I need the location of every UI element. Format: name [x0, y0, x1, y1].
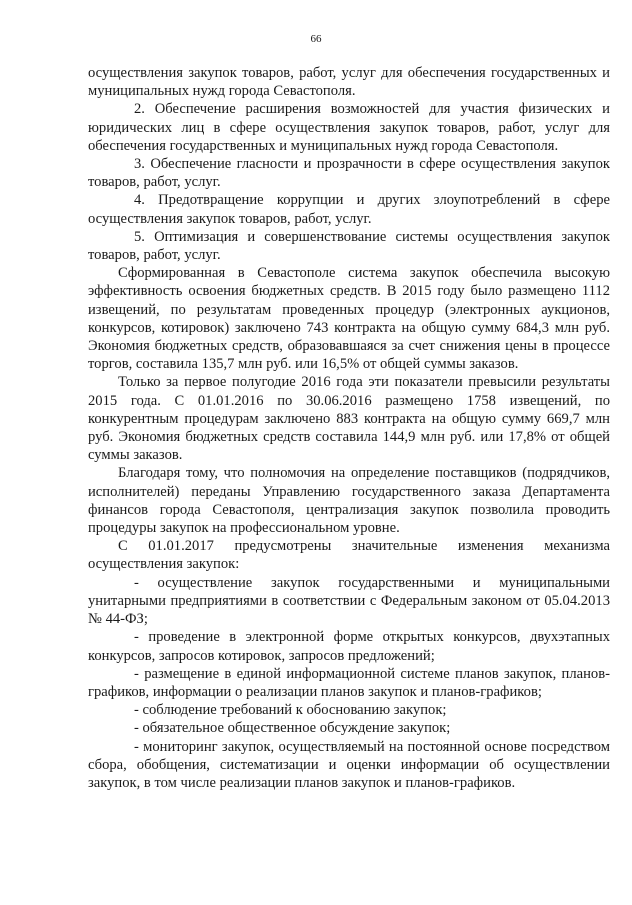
bullet-public-discussion: - обязательное общественное обсуждение закупок; [134, 720, 451, 737]
list-item-4: 4. Предотвращение коррупции и других злоупотреблений в сфере осуществления закупок товаров, работ, услуг. [88, 192, 610, 227]
bullet-electronic-form: - проведение в электронной форме открытых конкурсов, двухэтапных конкурсов, запросов котировок, запросов предложений; [88, 629, 610, 664]
bullet-unified-system: - размещение в единой информационной системе планов закупок, планов-графиков, информации о реализации планов закупок и планов-графиков; [88, 665, 610, 700]
document-body [88, 64, 610, 792]
paragraph-results-2015: Сформированная в Севастополе система закупок обеспечила высокую эффективность освоения бюджетных средств. В 2015 году было размещено 1112 извещений, по результатам проведенных процедур (электронных аукционов, конкурсов, котировок) заключено 743 контракта на общую сумму 684,3 млн руб. Экономия бюджетных средств, образовавшаяся за счет снижения цены в процессе торгов, составила 135,7 млн руб. или 16,5% от общей суммы заказов. [88, 265, 610, 373]
paragraph-changes-2017: С 01.01.2017 предусмотрены значительные изменения механизма осуществления закупок: [88, 538, 610, 573]
paragraph-centralization: Благодаря тому, что полномочия на определение поставщиков (подрядчиков, исполнителей) переданы Управлению государственного заказа Департамента финансов города Севастополя, централизация закупок позволила проводить процедуры закупок на профессиональном уровне. [88, 465, 610, 537]
list-item-2: 2. Обеспечение расширения возможностей для участия физических и юридических лиц в сфере осуществления закупок товаров, работ, услуг для обеспечения государственных и муниципальных нужд города Севастополя. [88, 101, 610, 154]
bullet-justification: - соблюдение требований к обоснованию закупок; [134, 702, 447, 719]
bullet-monitoring: - мониторинг закупок, осуществляемый на постоянной основе посредством сбора, обобщения, систематизации и оценки информации об осуществлении закупок, в том числе реализации планов закупок и планов-графиков. [88, 738, 610, 791]
paragraph-results-2016: Только за первое полугодие 2016 года эти показатели превысили результаты 2015 года. С 01.01.2016 по 30.06.2016 размещено 1758 извещений, по конкурентным процедурам заключено 883 контракта на общую сумму 669,7 млн руб. Экономия бюджетных средств составила 144,9 млн руб. или 17,8% от общей суммы заказов. [88, 374, 610, 464]
paragraph-continuation: осуществления закупок товаров, работ, услуг для обеспечения государственных и муниципальных нужд города Севастополя. [88, 65, 610, 100]
list-item-3: 3. Обеспечение гласности и прозрачности в сфере осуществления закупок товаров, работ, услуг. [88, 156, 610, 191]
list-item-5: 5. Оптимизация и совершенствование системы осуществления закупок товаров, работ, услуг. [88, 228, 610, 264]
page-number: 66 [310, 33, 322, 45]
bullet-unitary-enterprises: - осуществление закупок государственными и муниципальными унитарными предприятиями в соответствии с Федеральным законом от 05.04.2013 № 44-ФЗ; [88, 574, 610, 628]
